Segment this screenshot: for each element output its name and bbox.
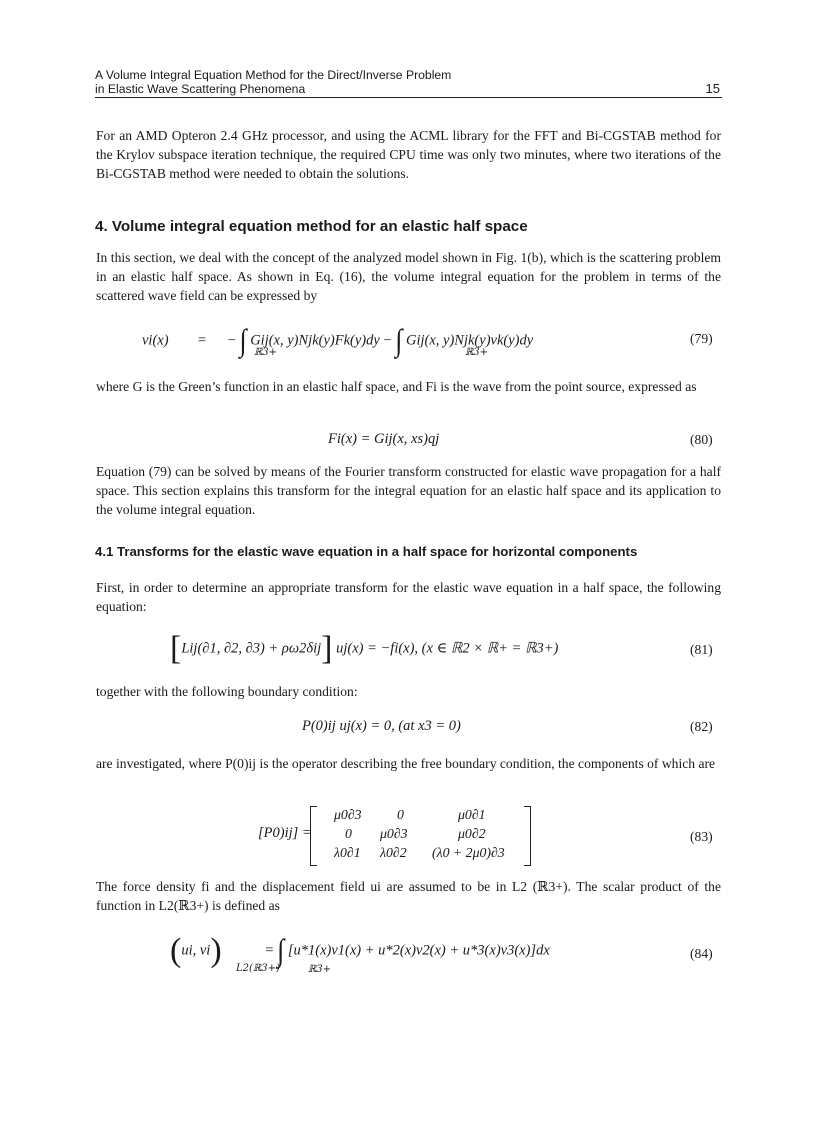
paragraph-4: Equation (79) can be solved by means of the Fourier transform constructed for elastic wave propagation for a half space. This section explains this transform for the integral equation for an elastic half space and its application to the volume integral equation.	[96, 464, 721, 517]
integral-sign-3: ∫	[277, 933, 285, 968]
eq79-domain-2: ℝ3+	[465, 347, 489, 358]
paragraph-2: In this section, we deal with the concept of the analyzed model shown in Fig. 1(b), which is the scattering problem in an elastic half space. As shown in Eq. (16), the volume integral equation for the problem in terms of the scattered wave field can be expressed by	[96, 250, 721, 303]
matrix-cell: μ0∂3	[334, 807, 362, 822]
eq83-number: (83)	[690, 829, 713, 844]
paragraph-6: together with the following boundary condition:	[96, 684, 358, 699]
right-bracket: ]	[321, 630, 333, 667]
equation-82: P(0)ij uj(x) = 0, (at x3 = 0)	[302, 718, 461, 734]
page-number: 15	[705, 81, 720, 96]
eq79-equals: =	[197, 332, 206, 349]
paragraph-5: First, in order to determine an appropriate transform for the elastic wave equation in a half space, the following equation:	[96, 580, 721, 614]
eq84-domain: ℝ3+	[308, 964, 332, 975]
eq79-number: (79)	[690, 331, 713, 346]
eq81-number: (81)	[690, 642, 713, 657]
section-heading-4: 4. Volume integral equation method for an elastic half space	[95, 218, 528, 235]
left-paren: (	[170, 932, 182, 969]
paragraph-1: For an AMD Opteron 2.4 GHz processor, and using the ACML library for the FFT and Bi-CGSTAB method for the Krylov subspace iteration technique, the required CPU time was only two minutes, where two iterations of the Bi-CGSTAB method were needed to obtain the solutions.	[96, 128, 721, 181]
header-title-line1: A Volume Integral Equation Method for the Direct/Inverse Problem	[95, 68, 452, 82]
eq81-bracket-content: Lij(∂1, ∂2, ∂3) + ρω2δij	[181, 640, 322, 657]
matrix-cell: 0	[345, 826, 352, 841]
matrix-cell: μ0∂2	[458, 826, 486, 841]
eq83-lhs: [P0)ij] =	[258, 825, 312, 841]
paragraph-8: The force density fi and the displacement field ui are assumed to be in L2 (ℝ3+). The scalar product of the function in L2(ℝ3+) is defined as	[96, 879, 721, 913]
matrix-cell: 0	[397, 807, 404, 822]
matrix-right-bracket	[524, 806, 531, 866]
equation-81	[170, 630, 558, 668]
left-bracket: [	[170, 630, 182, 667]
eq79-term-b: Gij(x, y)Njk(y)vk(y)dy	[405, 332, 534, 349]
header-title-line2: in Elastic Wave Scattering Phenomena	[95, 82, 306, 96]
equation-84: (ui, vi) = ∫ [u*1(x)v1(x) + u*2(x)v2(x) + u*3(x)v3(x)]dx	[170, 932, 550, 969]
matrix-cell: λ0∂2	[380, 845, 407, 860]
eq84-lhs: ui, vi	[181, 942, 211, 959]
integral-sign-2: ∫	[395, 323, 403, 358]
eq81-rest: uj(x) = −fi(x), (x ∈ ℝ2 × ℝ+ = ℝ3+)	[336, 640, 559, 657]
header-rule	[95, 97, 722, 98]
matrix-cell: (λ0 + 2μ0)∂3	[432, 845, 505, 860]
running-header	[95, 68, 722, 96]
eq84-rhs: [u*1(x)v1(x) + u*2(x)v2(x) + u*3(x)v3(x)]dx	[287, 942, 550, 959]
eq79-term-a: Gij(x, y)Njk(y)Fk(y)dy	[250, 332, 380, 349]
matrix-cell: λ0∂1	[334, 845, 361, 860]
eq80-number: (80)	[690, 432, 713, 447]
matrix-cell: μ0∂1	[458, 807, 486, 822]
section-heading-4-1: 4.1 Transforms for the elastic wave equation in a half space for horizontal components	[95, 544, 638, 559]
eq79-lhs: vi(x)	[142, 332, 169, 349]
eq82-number: (82)	[690, 719, 713, 734]
integral-sign-1: ∫	[239, 323, 247, 358]
paragraph-7: are investigated, where P(0)ij is the operator describing the free boundary condition, the components of which are	[96, 756, 716, 771]
matrix-left-bracket	[310, 806, 317, 866]
equation-79: vi(x) = − ∫ Gij(x, y)Njk(y)Fk(y)dy − ∫ Gij(x, y)Njk(y)vk(y)dy	[142, 323, 534, 358]
right-paren: )	[210, 932, 222, 969]
paragraph-3: where G is the Green’s function in an elastic half space, and Fi is the wave from the point source, expressed as	[96, 379, 697, 394]
equation-80: Fi(x) = Gij(x, xs)qj	[328, 431, 440, 447]
eq84-number: (84)	[690, 946, 713, 961]
matrix-cell: μ0∂3	[380, 826, 408, 841]
eq84-lhs-subscript: L2(ℝ3+)	[236, 963, 280, 974]
eq79-domain-1: ℝ3+	[254, 347, 278, 358]
